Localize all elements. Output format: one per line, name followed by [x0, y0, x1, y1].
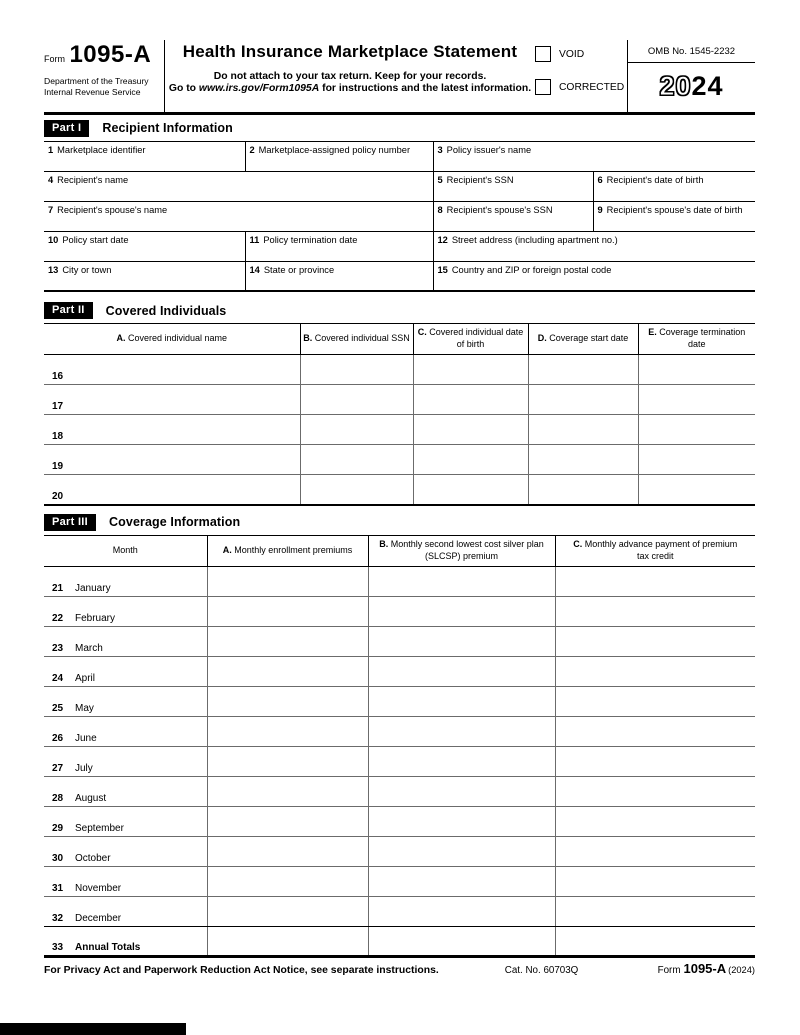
cell-18-name[interactable] — [44, 415, 300, 445]
cell-31-slcsp[interactable] — [368, 866, 555, 896]
part1-badge: Part I — [44, 120, 89, 137]
field-label: Recipient's spouse's SSN — [446, 204, 553, 215]
month-cell — [44, 566, 207, 596]
field-label: Recipient's SSN — [446, 174, 514, 185]
field-number: 15 — [437, 264, 448, 275]
col-label: Monthly advance payment of premium tax credit — [582, 538, 738, 561]
row-number: 29 — [52, 822, 64, 834]
field-12-street-address[interactable] — [433, 231, 755, 261]
corrected-row — [535, 79, 627, 95]
status-checkboxes — [535, 40, 627, 112]
month-cell — [44, 926, 207, 956]
part2-header — [44, 302, 755, 319]
month-cell — [44, 776, 207, 806]
field-4-recipient-name[interactable] — [44, 171, 433, 201]
field-13-city[interactable] — [44, 261, 245, 291]
row-number: 24 — [52, 672, 64, 684]
year-prefix: 20 — [659, 71, 692, 101]
col-header-coverage-termination — [638, 324, 755, 355]
field-6-recipient-dob[interactable] — [593, 171, 755, 201]
month-label: July — [75, 762, 93, 774]
cell-19-ssn[interactable] — [300, 445, 413, 475]
tax-year — [628, 63, 755, 112]
cell-29-premium[interactable] — [207, 806, 368, 836]
month-cell — [44, 746, 207, 776]
cell-19-termination[interactable] — [638, 445, 755, 475]
cell-25-slcsp[interactable] — [368, 686, 555, 716]
col-header-slcsp-premium — [368, 535, 555, 566]
form-title: Health Insurance Marketplace Statement — [182, 42, 518, 61]
field-9-spouse-dob[interactable] — [593, 201, 755, 231]
field-label: State or province — [263, 264, 335, 275]
covered-individual-row — [44, 415, 755, 445]
month-row-october — [44, 836, 755, 866]
cell-27-slcsp[interactable] — [368, 746, 555, 776]
agency-line-1: Department of the Treasury — [44, 76, 149, 86]
field-14-state[interactable] — [245, 261, 433, 291]
col-header-covered-dob — [413, 324, 528, 355]
month-label: September — [75, 822, 124, 834]
cell-20-termination[interactable] — [638, 475, 755, 505]
col-header-advance-payment — [555, 535, 755, 566]
cell-26-premium[interactable] — [207, 716, 368, 746]
month-cell — [44, 836, 207, 866]
cell-28-slcsp[interactable] — [368, 776, 555, 806]
form-header — [44, 40, 755, 112]
part2-title: Covered Individuals — [105, 303, 227, 318]
month-label: October — [75, 852, 111, 864]
cell-25-premium[interactable] — [207, 686, 368, 716]
recipient-information-table — [44, 141, 755, 293]
footer-form-year: (2024) — [728, 964, 755, 975]
cell-29-slcsp[interactable] — [368, 806, 555, 836]
cell-22-slcsp[interactable] — [368, 596, 555, 626]
cell-31-premium[interactable] — [207, 866, 368, 896]
row-number: 30 — [52, 852, 64, 864]
cell-33-aptc[interactable] — [555, 926, 755, 956]
field-number: 6 — [597, 174, 603, 185]
field-7-spouse-name[interactable] — [44, 201, 433, 231]
cell-28-aptc[interactable] — [555, 776, 755, 806]
row-number: 18 — [52, 431, 64, 442]
col-label: Monthly enrollment premiums — [231, 544, 353, 555]
field-label: Marketplace identifier — [57, 144, 146, 155]
form-number: 1095-A — [69, 41, 152, 68]
cell-18-termination[interactable] — [638, 415, 755, 445]
field-10-policy-start-date[interactable] — [44, 231, 245, 261]
instruction-line-1: Do not attach to your tax return. Keep for your records. — [213, 71, 487, 82]
covered-individuals-table — [44, 323, 755, 506]
instruction-line-2 — [165, 83, 535, 94]
field-2-policy-number[interactable] — [245, 141, 433, 171]
form-page — [44, 40, 755, 976]
month-cell — [44, 596, 207, 626]
cell-16-termination[interactable] — [638, 355, 755, 385]
part3-badge: Part III — [44, 514, 96, 531]
irs-url: www.irs.gov/Form1095A — [198, 83, 320, 94]
part2-badge: Part II — [44, 302, 93, 319]
cell-27-premium[interactable] — [207, 746, 368, 776]
month-row-july — [44, 746, 755, 776]
cell-26-aptc[interactable] — [555, 716, 755, 746]
month-label: April — [75, 672, 96, 684]
cell-21-aptc[interactable] — [555, 566, 755, 596]
month-row-june — [44, 716, 755, 746]
cell-24-slcsp[interactable] — [368, 656, 555, 686]
void-label: VOID — [559, 48, 585, 60]
row-number: 23 — [52, 642, 64, 654]
row-number: 28 — [52, 792, 64, 804]
cell-29-aptc[interactable] — [555, 806, 755, 836]
field-8-spouse-ssn[interactable] — [433, 201, 593, 231]
row-number: 19 — [52, 461, 64, 472]
cell-30-slcsp[interactable] — [368, 836, 555, 866]
cell-18-start[interactable] — [528, 415, 638, 445]
row-number: 21 — [52, 582, 64, 594]
month-label: November — [75, 882, 122, 894]
cell-17-name[interactable] — [44, 385, 300, 415]
cell-23-slcsp[interactable] — [368, 626, 555, 656]
cell-33-slcsp[interactable] — [368, 926, 555, 956]
cell-20-ssn[interactable] — [300, 475, 413, 505]
cell-17-termination[interactable] — [638, 385, 755, 415]
col-label: Coverage termination date — [656, 327, 746, 349]
cell-21-slcsp[interactable] — [368, 566, 555, 596]
month-label: Annual Totals — [75, 941, 141, 953]
catalog-number: Cat. No. 60703Q — [504, 964, 579, 976]
cell-23-aptc[interactable] — [555, 626, 755, 656]
cell-30-premium[interactable] — [207, 836, 368, 866]
month-cell — [44, 656, 207, 686]
month-label: June — [75, 732, 97, 744]
field-label: Policy issuer's name — [446, 144, 532, 155]
form-title-block — [165, 40, 535, 112]
covered-individual-row — [44, 385, 755, 415]
part3-header — [44, 514, 755, 531]
cell-18-dob[interactable] — [413, 415, 528, 445]
field-number: 1 — [48, 144, 54, 155]
row-number: 22 — [52, 612, 64, 624]
field-number: 7 — [48, 204, 54, 215]
month-label: August — [75, 792, 107, 804]
cell-32-aptc[interactable] — [555, 896, 755, 926]
month-row-september — [44, 806, 755, 836]
month-cell — [44, 806, 207, 836]
col-letter: C. — [573, 538, 583, 549]
cell-22-aptc[interactable] — [555, 596, 755, 626]
part3-title: Coverage Information — [109, 515, 241, 529]
cell-32-slcsp[interactable] — [368, 896, 555, 926]
col-header-month — [44, 535, 207, 566]
field-number: 13 — [48, 264, 59, 275]
corrected-label: CORRECTED — [559, 81, 625, 93]
month-cell — [44, 686, 207, 716]
omb-year-block — [627, 40, 755, 112]
cell-26-slcsp[interactable] — [368, 716, 555, 746]
field-label: City or town — [62, 264, 112, 275]
year-suffix: 24 — [691, 71, 724, 101]
table-row — [44, 141, 755, 171]
coverage-information-table — [44, 535, 755, 958]
col-letter: E. — [648, 327, 657, 338]
cell-19-name[interactable] — [44, 445, 300, 475]
covered-individual-row — [44, 475, 755, 505]
row-number: 25 — [52, 702, 64, 714]
month-row-march — [44, 626, 755, 656]
cell-24-aptc[interactable] — [555, 656, 755, 686]
col-letter: C. — [417, 327, 427, 338]
field-label: Policy termination date — [263, 234, 358, 245]
cell-22-premium[interactable] — [207, 596, 368, 626]
field-number: 12 — [437, 234, 448, 245]
col-label: Covered individual name — [125, 333, 228, 344]
cell-19-start[interactable] — [528, 445, 638, 475]
field-label: Recipient's spouse's name — [57, 204, 168, 215]
covered-individual-row — [44, 445, 755, 475]
col-label: Covered individual SSN — [312, 333, 410, 344]
cell-32-premium[interactable] — [207, 896, 368, 926]
field-5-recipient-ssn[interactable] — [433, 171, 593, 201]
annual-totals-row — [44, 926, 755, 956]
table-row — [44, 201, 755, 231]
month-row-december — [44, 896, 755, 926]
col-header-coverage-start — [528, 324, 638, 355]
row-number: 16 — [52, 371, 64, 382]
col-label: Monthly second lowest cost silver plan (SLCSP) premium — [388, 538, 544, 561]
field-number: 3 — [437, 144, 443, 155]
cell-18-ssn[interactable] — [300, 415, 413, 445]
month-cell — [44, 896, 207, 926]
table-header-row — [44, 324, 755, 355]
agency-line-2: Internal Revenue Service — [44, 87, 141, 98]
field-number: 10 — [48, 234, 59, 245]
void-row — [535, 46, 627, 62]
field-number: 9 — [597, 204, 603, 215]
agency-block — [44, 76, 164, 98]
cell-20-name[interactable] — [44, 475, 300, 505]
field-label: Country and ZIP or foreign postal code — [451, 264, 612, 275]
cell-16-start[interactable] — [528, 355, 638, 385]
col-letter: B. — [379, 538, 389, 549]
month-label: January — [75, 582, 111, 594]
cell-33-premium[interactable] — [207, 926, 368, 956]
row-number: 31 — [52, 882, 64, 894]
cell-20-dob[interactable] — [413, 475, 528, 505]
page-corner-mark — [0, 1023, 186, 1035]
month-cell — [44, 716, 207, 746]
month-row-may — [44, 686, 755, 716]
month-label: May — [75, 702, 94, 714]
cell-23-premium[interactable] — [207, 626, 368, 656]
footer-form-id — [658, 961, 755, 976]
table-row — [44, 171, 755, 201]
col-header-enrollment-premiums — [207, 535, 368, 566]
col-letter: D. — [537, 333, 547, 344]
cell-17-dob[interactable] — [413, 385, 528, 415]
goto-prefix: Go to — [168, 83, 199, 94]
col-header-covered-ssn — [300, 324, 413, 355]
cell-30-aptc[interactable] — [555, 836, 755, 866]
cell-20-start[interactable] — [528, 475, 638, 505]
col-letter: B. — [303, 333, 313, 344]
field-label: Marketplace-assigned policy number — [258, 144, 411, 155]
col-letter: A. — [116, 333, 126, 344]
col-letter: A. — [222, 544, 232, 555]
field-label: Recipient's spouse's date of birth — [606, 204, 743, 215]
field-number: 4 — [48, 174, 54, 185]
footer-form-word: Form — [657, 964, 681, 976]
goto-suffix: for instructions and the latest information. — [319, 83, 532, 94]
month-label: February — [75, 612, 116, 624]
privacy-notice: For Privacy Act and Paperwork Reduction Act Notice, see separate instructions. — [44, 964, 439, 976]
col-label: Coverage start date — [546, 333, 629, 344]
cell-16-dob[interactable] — [413, 355, 528, 385]
field-label: Recipient's name — [57, 174, 129, 185]
omb-number: OMB No. 1545-2232 — [628, 40, 755, 63]
header-divider — [44, 112, 755, 115]
part1-header — [44, 120, 755, 137]
col-label: Month — [112, 544, 138, 555]
month-row-february — [44, 596, 755, 626]
cell-28-premium[interactable] — [207, 776, 368, 806]
row-number: 33 — [52, 941, 64, 953]
month-row-april — [44, 656, 755, 686]
cell-16-name[interactable] — [44, 355, 300, 385]
month-row-january — [44, 566, 755, 596]
month-row-august — [44, 776, 755, 806]
form-footer — [44, 961, 755, 976]
form-id-block — [44, 40, 165, 112]
cell-16-ssn[interactable] — [300, 355, 413, 385]
field-11-policy-termination-date[interactable] — [245, 231, 433, 261]
row-number: 17 — [52, 401, 64, 412]
table-header-row — [44, 535, 755, 566]
table-row — [44, 261, 755, 291]
row-number: 32 — [52, 912, 64, 924]
field-number: 11 — [249, 234, 260, 245]
corrected-checkbox[interactable] — [535, 79, 551, 95]
void-checkbox[interactable] — [535, 46, 551, 62]
cell-21-premium[interactable] — [207, 566, 368, 596]
row-number: 26 — [52, 732, 64, 744]
field-15-country-zip[interactable] — [433, 261, 755, 291]
form-word: Form — [44, 54, 65, 64]
cell-24-premium[interactable] — [207, 656, 368, 686]
field-number: 2 — [249, 144, 255, 155]
cell-25-aptc[interactable] — [555, 686, 755, 716]
field-number: 14 — [249, 264, 260, 275]
cell-17-ssn[interactable] — [300, 385, 413, 415]
month-label: December — [75, 912, 122, 924]
month-label: March — [75, 642, 103, 654]
field-number: 8 — [437, 204, 443, 215]
table-row — [44, 231, 755, 261]
col-header-covered-name — [44, 324, 300, 355]
footer-form-number: 1095-A — [683, 960, 727, 976]
row-number: 27 — [52, 762, 64, 774]
cell-27-aptc[interactable] — [555, 746, 755, 776]
month-cell — [44, 626, 207, 656]
covered-individual-row — [44, 355, 755, 385]
field-label: Recipient's date of birth — [606, 174, 704, 185]
cell-17-start[interactable] — [528, 385, 638, 415]
row-number: 20 — [52, 490, 64, 502]
month-cell — [44, 866, 207, 896]
month-row-november — [44, 866, 755, 896]
field-label: Street address (including apartment no.) — [451, 234, 618, 245]
field-number: 5 — [437, 174, 443, 185]
field-label: Policy start date — [62, 234, 129, 245]
cell-19-dob[interactable] — [413, 445, 528, 475]
field-3-policy-issuer-name[interactable] — [433, 141, 755, 171]
col-label: Covered individual date of birth — [426, 327, 524, 349]
part1-title: Recipient Information — [102, 121, 233, 135]
field-1-marketplace-identifier[interactable] — [44, 141, 245, 171]
cell-31-aptc[interactable] — [555, 866, 755, 896]
